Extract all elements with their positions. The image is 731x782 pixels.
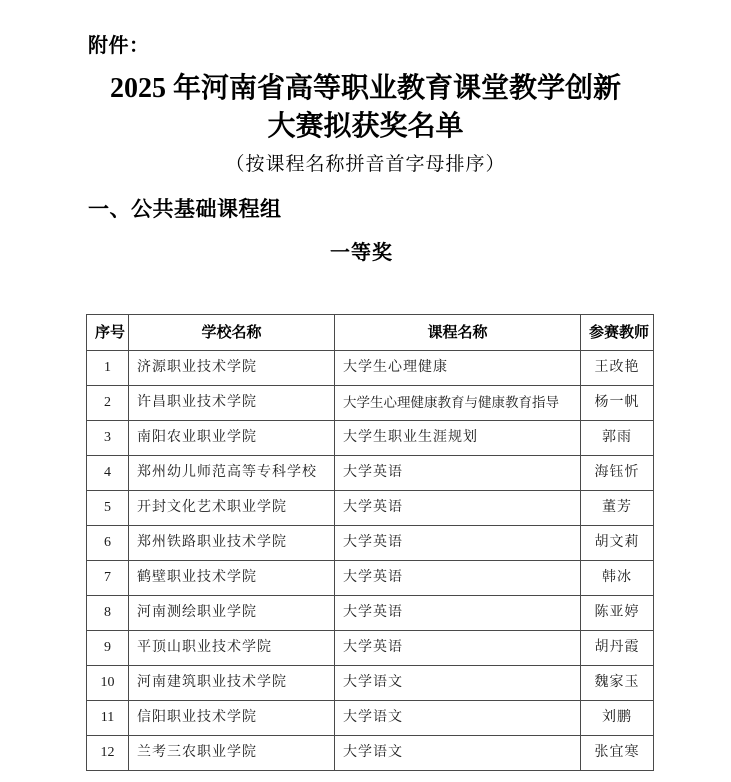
cell-index: 3 (87, 421, 129, 456)
cell-school-name: 平顶山职业技术学院 (129, 631, 335, 666)
cell-teacher-name: 魏家玉 (581, 666, 654, 701)
cell-teacher-name: 杨一帆 (581, 386, 654, 421)
cell-course-name: 大学英语 (335, 631, 581, 666)
cell-teacher-name: 王改艳 (581, 351, 654, 386)
cell-course-name: 大学语文 (335, 701, 581, 736)
cell-school-name: 信阳职业技术学院 (129, 701, 335, 736)
page-title (60, 70, 671, 146)
table-row (87, 491, 654, 526)
table-row (87, 631, 654, 666)
cell-course-name: 大学生心理健康教育与健康教育指导 (335, 386, 581, 421)
cell-index: 10 (87, 666, 129, 701)
cell-index: 4 (87, 456, 129, 491)
cell-course-name: 大学语文 (335, 736, 581, 771)
cell-school-name: 河南建筑职业技术学院 (129, 666, 335, 701)
column-header-school: 学校名称 (129, 315, 335, 351)
cell-course-name: 大学英语 (335, 526, 581, 561)
cell-index: 2 (87, 386, 129, 421)
cell-teacher-name: 胡文莉 (581, 526, 654, 561)
award-table-container (86, 314, 653, 771)
cell-course-name: 大学生心理健康 (335, 351, 581, 386)
table-row (87, 701, 654, 736)
cell-teacher-name: 刘鹏 (581, 701, 654, 736)
table-row (87, 596, 654, 631)
table-body (87, 351, 654, 771)
award-level-heading: 一等奖 (330, 242, 393, 264)
cell-course-name: 大学英语 (335, 596, 581, 631)
cell-teacher-name: 董芳 (581, 491, 654, 526)
table-row (87, 561, 654, 596)
table-row (87, 666, 654, 701)
table-header-row (87, 315, 654, 351)
cell-school-name: 河南测绘职业学院 (129, 596, 335, 631)
cell-course-name: 大学语文 (335, 666, 581, 701)
table-row (87, 736, 654, 771)
cell-index: 8 (87, 596, 129, 631)
cell-school-name: 开封文化艺术职业学院 (129, 491, 335, 526)
cell-index: 12 (87, 736, 129, 771)
cell-teacher-name: 张宜寒 (581, 736, 654, 771)
section-heading: 一、公共基础课程组 (88, 198, 282, 221)
cell-school-name: 南阳农业职业学院 (129, 421, 335, 456)
table-row (87, 456, 654, 491)
cell-teacher-name: 海钰忻 (581, 456, 654, 491)
cell-course-name: 大学生职业生涯规划 (335, 421, 581, 456)
cell-index: 11 (87, 701, 129, 736)
attachment-label: 附件： (88, 35, 150, 57)
table-row (87, 351, 654, 386)
cell-index: 7 (87, 561, 129, 596)
table-row (87, 526, 654, 561)
cell-index: 6 (87, 526, 129, 561)
cell-school-name: 许昌职业技术学院 (129, 386, 335, 421)
column-header-teacher: 参赛教师 (581, 315, 654, 351)
cell-teacher-name: 韩冰 (581, 561, 654, 596)
cell-course-name: 大学英语 (335, 456, 581, 491)
cell-course-name: 大学英语 (335, 561, 581, 596)
column-header-index: 序号 (87, 315, 129, 351)
cell-school-name: 兰考三农职业学院 (129, 736, 335, 771)
cell-index: 1 (87, 351, 129, 386)
cell-index: 9 (87, 631, 129, 666)
page-title-line-1: 2025 年河南省高等职业教育课堂教学创新 (109, 73, 621, 104)
cell-teacher-name: 胡丹霞 (581, 631, 654, 666)
award-table (86, 314, 654, 771)
table-row (87, 421, 654, 456)
cell-teacher-name: 郭雨 (581, 421, 654, 456)
column-header-course: 课程名称 (335, 315, 581, 351)
cell-index: 5 (87, 491, 129, 526)
page-title-line-2: 大赛拟获奖名单 (267, 111, 464, 142)
cell-course-name: 大学英语 (335, 491, 581, 526)
page-subtitle: （按课程名称拼音首字母排序） (225, 154, 506, 175)
cell-school-name: 郑州幼儿师范高等专科学校 (129, 456, 335, 491)
cell-school-name: 鹤壁职业技术学院 (129, 561, 335, 596)
cell-school-name: 郑州铁路职业技术学院 (129, 526, 335, 561)
cell-school-name: 济源职业技术学院 (129, 351, 335, 386)
table-row (87, 386, 654, 421)
cell-teacher-name: 陈亚婷 (581, 596, 654, 631)
